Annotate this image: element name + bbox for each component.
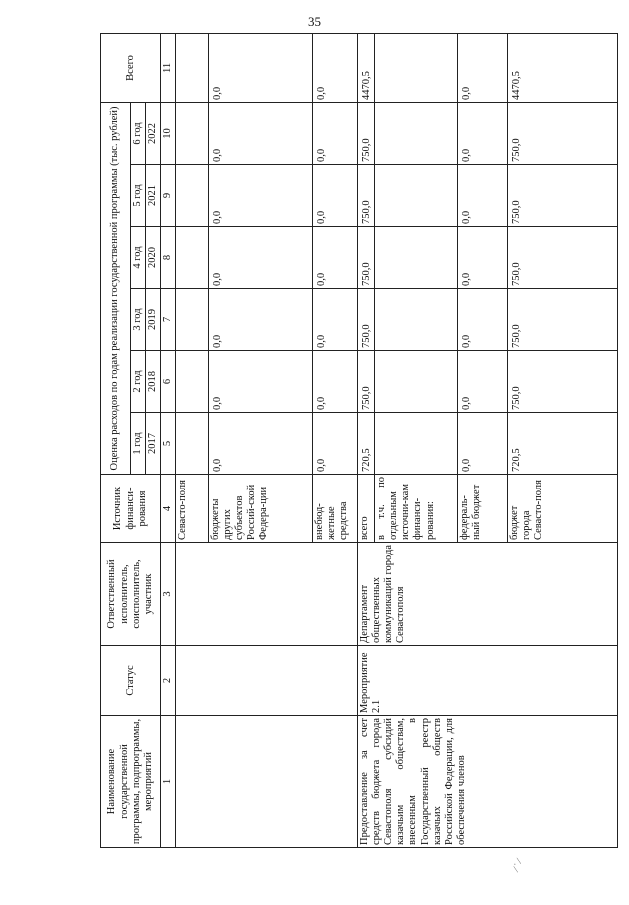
value-cell: 0,0 <box>209 227 313 289</box>
value-cell: 750,0 <box>358 102 375 164</box>
value-cell <box>176 165 209 227</box>
measure-status: Мероприятие 2.1 <box>358 646 618 716</box>
value-cell: 720,5 <box>358 413 375 475</box>
header-total: Всего <box>101 33 161 102</box>
total-cell <box>375 33 458 102</box>
value-cell: 0,0 <box>458 413 508 475</box>
prev-executor-cell <box>176 543 358 646</box>
value-cell: 0,0 <box>458 227 508 289</box>
value-cell <box>176 227 209 289</box>
page-number: 35 <box>308 14 321 29</box>
year-3: 2019 <box>146 289 161 351</box>
value-cell <box>375 351 458 413</box>
expenses-table <box>100 33 618 848</box>
value-cell: 0,0 <box>313 102 358 164</box>
col-number-4: 4 <box>161 475 176 543</box>
header-name: Наименование государственной программы, подпрограммы, мероприятий <box>101 716 161 848</box>
year-label-6: 6 год <box>131 102 146 164</box>
prev-status-cell <box>176 646 358 716</box>
header-source: Источник финанси-рования <box>101 475 161 543</box>
year-2: 2018 <box>146 351 161 413</box>
header-status: Статус <box>101 646 161 716</box>
year-label-2: 2 год <box>131 351 146 413</box>
year-label-1: 1 год <box>131 413 146 475</box>
year-1: 2017 <box>146 413 161 475</box>
total-cell: 4470,5 <box>508 33 618 102</box>
prev-name-cell <box>176 716 358 848</box>
value-cell: 750,0 <box>508 102 618 164</box>
total-cell: 0,0 <box>458 33 508 102</box>
year-label-3: 3 год <box>131 289 146 351</box>
measure-name: Предоставление за счет средств бюджета города Севастополя субсидий казачьим обществам, внесенным в Государственный реестр казачьих обществ Российской Федерации, для обеспечения членов <box>358 716 618 848</box>
value-cell: 750,0 <box>508 351 618 413</box>
year-label-4: 4 год <box>131 227 146 289</box>
source-cell: федераль-ный бюджет <box>458 475 508 543</box>
value-cell <box>375 165 458 227</box>
col-number-7: 7 <box>161 289 176 351</box>
total-cell <box>176 33 209 102</box>
col-number-11: 11 <box>161 33 176 102</box>
value-cell: 0,0 <box>458 102 508 164</box>
col-number-6: 6 <box>161 351 176 413</box>
value-cell: 0,0 <box>313 351 358 413</box>
table-row <box>358 33 375 847</box>
value-cell: 0,0 <box>209 413 313 475</box>
value-cell <box>375 289 458 351</box>
value-cell: 0,0 <box>313 289 358 351</box>
value-cell: 0,0 <box>458 351 508 413</box>
value-cell: 750,0 <box>508 165 618 227</box>
value-cell: 0,0 <box>209 351 313 413</box>
value-cell: 0,0 <box>209 289 313 351</box>
source-cell: в т.ч. по отдельным источни-кам финанси-рования: <box>375 475 458 543</box>
value-cell: 750,0 <box>508 227 618 289</box>
header-estimate: Оценка расходов по годам реализации государственной программы (тыс. рублей) <box>101 102 131 474</box>
value-cell <box>375 102 458 164</box>
col-number-8: 8 <box>161 227 176 289</box>
value-cell <box>375 227 458 289</box>
source-cell: бюджеты других субъектов Россий-ской Федера-ции <box>209 475 313 543</box>
value-cell: 750,0 <box>358 289 375 351</box>
source-cell: бюджет города Севасто-поля <box>508 475 618 543</box>
value-cell: 750,0 <box>358 351 375 413</box>
col-number-1: 1 <box>161 716 176 848</box>
total-cell: 0,0 <box>313 33 358 102</box>
year-label-5: 5 год <box>131 165 146 227</box>
value-cell: 0,0 <box>209 165 313 227</box>
total-cell: 4470,5 <box>358 33 375 102</box>
value-cell: 0,0 <box>313 165 358 227</box>
year-6: 2022 <box>146 102 161 164</box>
value-cell: 750,0 <box>358 227 375 289</box>
col-number-3: 3 <box>161 543 176 646</box>
value-cell <box>176 289 209 351</box>
total-cell: 0,0 <box>209 33 313 102</box>
value-cell <box>176 102 209 164</box>
table-rotated-wrapper <box>100 34 606 848</box>
measure-executor: Департамент общественных коммуникаций города Севастополя <box>358 543 618 646</box>
col-number-2: 2 <box>161 646 176 716</box>
col-number-9: 9 <box>161 165 176 227</box>
value-cell <box>176 351 209 413</box>
source-cell: всего <box>358 475 375 543</box>
value-cell: 0,0 <box>313 413 358 475</box>
value-cell: 750,0 <box>358 165 375 227</box>
value-cell: 0,0 <box>458 289 508 351</box>
value-cell: 720,5 <box>508 413 618 475</box>
col-number-10: 10 <box>161 102 176 164</box>
source-cell: Севасто-поля <box>176 475 209 543</box>
col-number-5: 5 <box>161 413 176 475</box>
value-cell <box>375 413 458 475</box>
value-cell: 0,0 <box>209 102 313 164</box>
source-cell: внебюд-жетные средства <box>313 475 358 543</box>
rotated-table-area <box>100 34 606 848</box>
value-cell: 0,0 <box>458 165 508 227</box>
year-5: 2021 <box>146 165 161 227</box>
header-executor: Ответственный исполнитель, соисполнитель, участник <box>101 543 161 646</box>
value-cell: 750,0 <box>508 289 618 351</box>
year-4: 2020 <box>146 227 161 289</box>
value-cell: 0,0 <box>313 227 358 289</box>
scan-artifact: ⁄ ˙ ⁄ <box>510 858 524 872</box>
value-cell <box>176 413 209 475</box>
table-row <box>176 33 209 847</box>
